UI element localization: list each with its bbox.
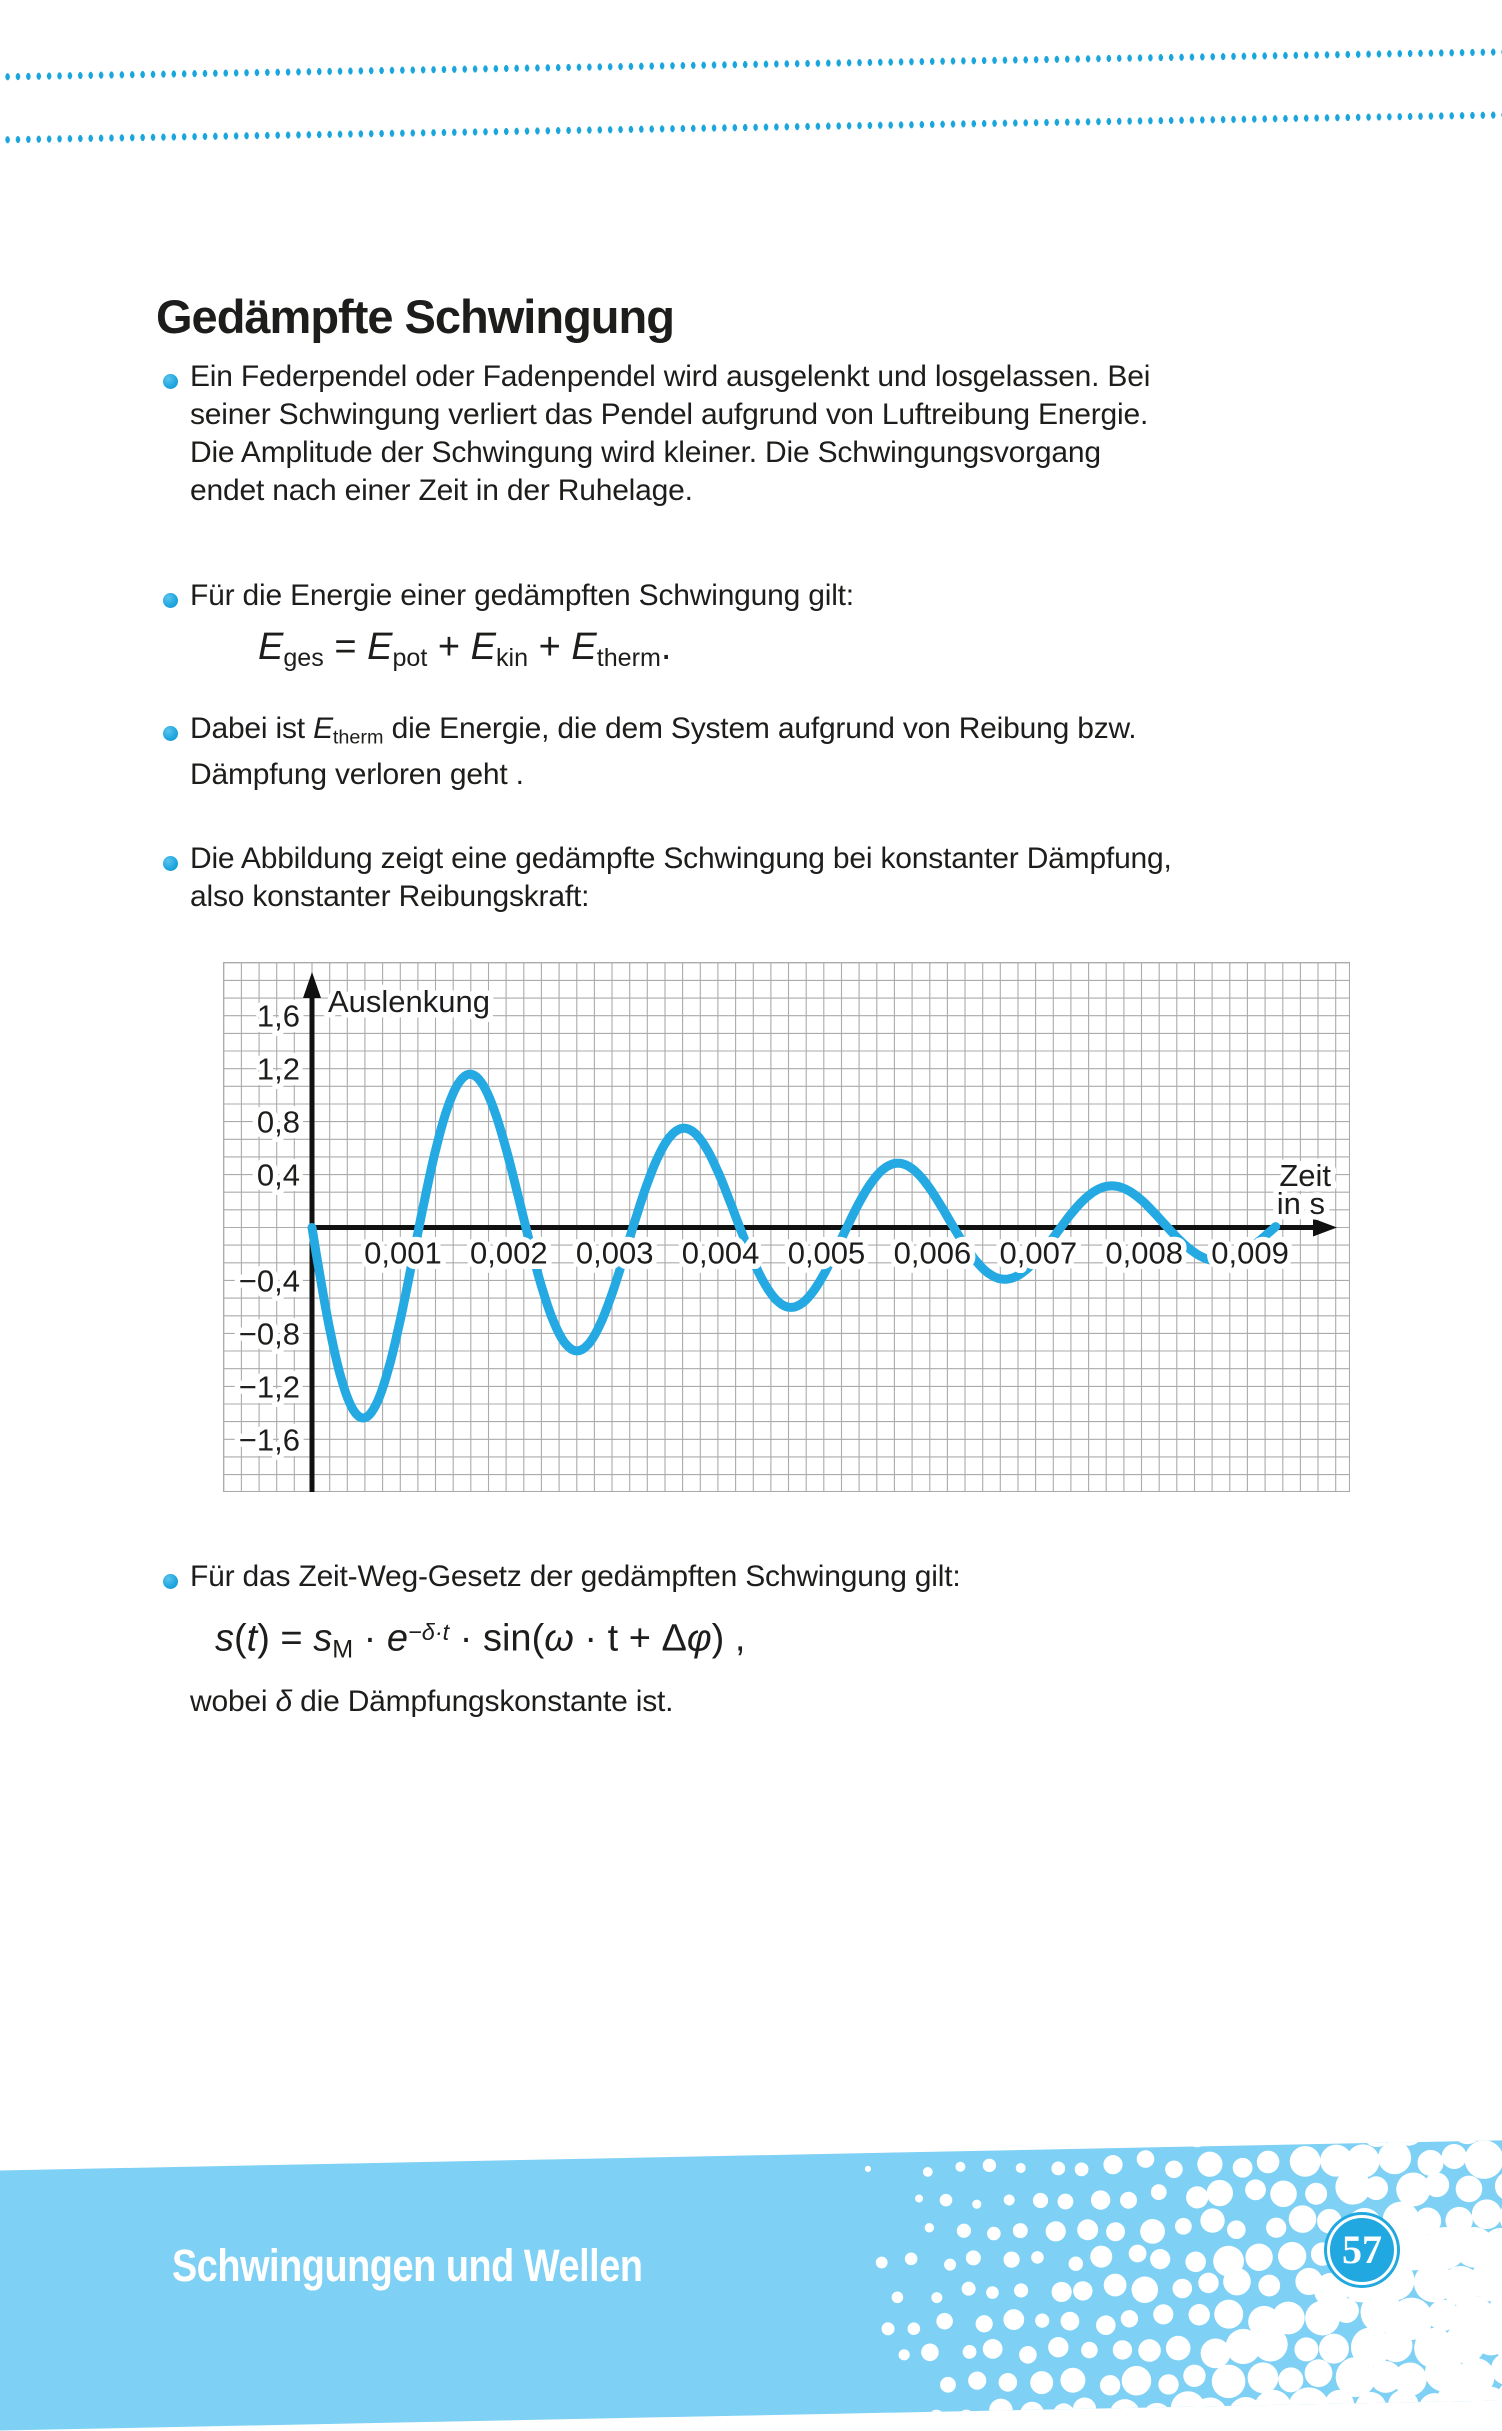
halftone-dot xyxy=(1109,2399,1140,2430)
halftone-dot xyxy=(1106,2222,1125,2241)
halftone-dot xyxy=(1172,2278,1192,2298)
y-tick-label: −1,6 xyxy=(239,1422,300,1457)
halftone-dot xyxy=(1121,2310,1139,2328)
x-tick-label: 0,004 xyxy=(682,1236,760,1271)
halftone-dot xyxy=(923,2167,933,2177)
halftone-dot xyxy=(1035,2313,1049,2327)
x-tick-label: 0,005 xyxy=(788,1236,866,1271)
halftone-dot xyxy=(940,2377,956,2393)
y-tick-label: 0,8 xyxy=(257,1105,300,1140)
halftone-dot xyxy=(1175,2218,1192,2235)
x-tick-label: 0,002 xyxy=(470,1236,548,1271)
text-line: also konstanter Reibungskraft: xyxy=(190,878,1430,916)
halftone-dot xyxy=(1166,2336,1191,2361)
damped-oscillation-chart xyxy=(223,962,1350,1492)
page-number: 57 xyxy=(1324,2212,1400,2288)
halftone-dot xyxy=(1081,2342,1098,2359)
halftone-dot xyxy=(1075,2162,1089,2176)
formula-line: s(t) = sM · $e^{-\delta\cdot t} \cdot \sin(\omega \cdot t + \Delta\varphi)$ , xyxy=(215,1608,1430,1673)
y-tick-label: 0,4 xyxy=(257,1158,300,1193)
halftone-dot xyxy=(928,2410,945,2427)
halftone-dot xyxy=(1319,2333,1350,2364)
halftone-dot xyxy=(921,2343,939,2361)
halftone-dot xyxy=(1170,2391,1205,2426)
halftone-dot xyxy=(1335,2139,1361,2143)
text-line: Die Abbildung zeigt eine gedämpfte Schwingung bei konstanter Dämpfung, xyxy=(190,840,1430,878)
halftone-dot xyxy=(1051,2161,1065,2175)
halftone-dot xyxy=(1060,2367,1085,2392)
halftone-dot xyxy=(1214,2299,1244,2329)
halftone-dot xyxy=(1019,2346,1037,2364)
x-axis-title-line1: Zeit xyxy=(1279,1158,1331,1193)
halftone-dot xyxy=(1245,2243,1273,2271)
halftone-dot xyxy=(1206,2180,1233,2207)
halftone-dot xyxy=(876,2257,888,2269)
y-tick-label: 1,2 xyxy=(257,1052,300,1087)
halftone-dot xyxy=(936,2313,953,2330)
halftone-dot xyxy=(1033,2139,1047,2147)
halftone-dot xyxy=(1100,2375,1121,2396)
halftone-dot xyxy=(975,2315,993,2333)
halftone-dot xyxy=(1016,2163,1026,2173)
halftone-dot xyxy=(931,2292,942,2303)
halftone-dot xyxy=(1258,2274,1280,2296)
halftone-dot xyxy=(1378,2141,1412,2175)
halftone-dot xyxy=(1003,2309,1024,2330)
halftone-dot xyxy=(897,2414,914,2431)
halftone-dot xyxy=(1186,2139,1209,2147)
footer-section-title: Schwingungen und Wellen xyxy=(172,2240,643,2292)
halftone-dot xyxy=(1013,2223,1028,2238)
halftone-dot xyxy=(1294,2337,1318,2361)
halftone-dot xyxy=(1048,2337,1069,2358)
halftone-dot xyxy=(1147,2139,1167,2146)
x-axis-arrow xyxy=(1313,1219,1337,1237)
halftone-dot xyxy=(937,2140,944,2147)
paragraph xyxy=(190,840,1430,916)
formula-line: Eges = Epot + Ekin + Etherm. xyxy=(258,623,1430,682)
halftone-dot xyxy=(1197,2151,1223,2177)
halftone-dot xyxy=(958,2410,974,2426)
halftone-dot xyxy=(1103,2273,1126,2296)
halftone-dot xyxy=(898,2349,909,2360)
halftone-dot xyxy=(1113,2340,1133,2360)
halftone-dot xyxy=(987,2227,1001,2241)
paragraph xyxy=(190,710,1430,794)
page-title: Gedämpfte Schwingung xyxy=(156,289,674,345)
halftone-dot xyxy=(1183,2364,1206,2387)
page-number-badge xyxy=(1324,2212,1400,2288)
halftone-dot xyxy=(1153,2304,1174,2325)
halftone-dot xyxy=(986,2286,999,2299)
halftone-dot xyxy=(998,2373,1017,2392)
halftone-dot xyxy=(1120,2192,1137,2209)
halftone-dot xyxy=(1051,2282,1072,2303)
halftone-dot xyxy=(962,2282,976,2296)
text-line: Für das Zeit-Weg-Gesetz der gedämpften Schwingung gilt: xyxy=(190,1558,1430,1596)
dotted-rule-top-2 xyxy=(0,110,1502,145)
halftone-dot xyxy=(972,2200,981,2209)
halftone-dot xyxy=(962,2345,976,2359)
halftone-dot xyxy=(1057,2193,1073,2209)
halftone-dot xyxy=(1121,2366,1151,2396)
text-line: Ein Federpendel oder Fadenpendel wird ausgelenkt und losgelassen. Bei xyxy=(190,358,1430,396)
halftone-dot xyxy=(1200,2208,1225,2233)
bullet-icon xyxy=(163,374,178,389)
halftone-dot xyxy=(1426,2139,1453,2142)
halftone-dot xyxy=(1045,2221,1066,2242)
halftone-dot xyxy=(1198,2272,1219,2293)
halftone-dot xyxy=(1129,2244,1147,2262)
halftone-dot xyxy=(1254,2389,1293,2428)
halftone-dot xyxy=(1227,2220,1246,2239)
halftone-dot xyxy=(1188,2304,1210,2326)
halftone-dot xyxy=(1150,2249,1171,2270)
halftone-dot xyxy=(957,2224,971,2238)
halftone-dot xyxy=(1031,2251,1044,2264)
halftone-dot xyxy=(1158,2374,1179,2395)
y-axis-title: Auslenkung xyxy=(328,984,490,1019)
paragraph xyxy=(190,358,1430,510)
halftone-dot xyxy=(1270,2180,1297,2207)
halftone-dot xyxy=(1185,2251,1206,2272)
text-line: Dämpfung verloren geht . xyxy=(190,756,1430,794)
halftone-dot xyxy=(1495,2171,1502,2201)
halftone-dot xyxy=(1464,2140,1502,2180)
halftone-dot xyxy=(1289,2146,1320,2177)
halftone-dot xyxy=(1257,2150,1280,2173)
paragraph xyxy=(190,1558,1430,1721)
halftone-dot xyxy=(1068,2256,1083,2271)
halftone-dot xyxy=(892,2291,904,2303)
bullet-icon xyxy=(163,1574,178,1589)
text-line: endet nach einer Zeit in der Ruhelage. xyxy=(190,472,1430,510)
y-tick-label: −0,8 xyxy=(239,1316,300,1351)
y-tick-label: −1,2 xyxy=(239,1369,300,1404)
halftone-dot xyxy=(1305,2183,1327,2205)
halftone-dot xyxy=(940,2194,953,2207)
halftone-dot xyxy=(925,2223,935,2233)
halftone-dot xyxy=(983,2159,997,2173)
halftone-dot xyxy=(1288,2387,1330,2429)
halftone-dot xyxy=(1310,2139,1332,2141)
halftone-dot xyxy=(1441,2144,1466,2169)
halftone-dot xyxy=(1020,2401,1044,2425)
halftone-dot xyxy=(1103,2155,1123,2175)
halftone-dot xyxy=(1151,2184,1167,2200)
text-line: wobei δ die Dämpfungskonstante ist. xyxy=(190,1683,1430,1721)
halftone-dot xyxy=(1053,2403,1075,2425)
y-tick-label: 1,6 xyxy=(257,999,300,1034)
halftone-dot xyxy=(1245,2179,1266,2200)
halftone-dot xyxy=(1004,2194,1015,2205)
halftone-dot xyxy=(1232,2158,1252,2178)
halftone-dot xyxy=(905,2252,918,2265)
halftone-dot xyxy=(1247,2362,1278,2393)
halftone-dot xyxy=(1142,2403,1171,2431)
halftone-dot xyxy=(915,2194,923,2202)
halftone-dot xyxy=(1137,2150,1155,2168)
halftone-dot xyxy=(1165,2160,1183,2178)
text-line: Die Amplitude der Schwingung wird kleiner. Die Schwingungsvorgang xyxy=(190,434,1430,472)
halftone-dot xyxy=(1471,2199,1501,2229)
halftone-dot xyxy=(1077,2219,1098,2240)
halftone-dot xyxy=(1140,2219,1165,2244)
halftone-dot xyxy=(955,2162,965,2172)
y-tick-label: −0,4 xyxy=(239,1263,300,1298)
text-line: Für die Energie einer gedämpften Schwingung gilt: xyxy=(190,577,1430,615)
halftone-dot xyxy=(1091,2190,1111,2210)
halftone-dot xyxy=(969,2139,977,2146)
halftone-dot xyxy=(989,2398,1013,2422)
halftone-dot xyxy=(865,2166,871,2172)
x-tick-label: 0,007 xyxy=(1000,1236,1078,1271)
x-axis-title-line2: in s xyxy=(1277,1186,1325,1221)
halftone-dot xyxy=(1033,2193,1049,2209)
halftone-dot xyxy=(1278,2242,1307,2271)
halftone-dot xyxy=(1211,2364,1245,2398)
halftone-dot xyxy=(1073,2397,1097,2421)
text-line: Dabei ist Etherm die Energie, die dem System aufgrund von Reibung bzw. xyxy=(190,710,1430,756)
halftone-dot xyxy=(1138,2339,1161,2362)
text-line: seiner Schwingung verliert das Pendel aufgrund von Luftreibung Energie. xyxy=(190,396,1430,434)
halftone-dot xyxy=(1266,2217,1287,2238)
x-tick-label: 0,006 xyxy=(894,1236,972,1271)
halftone-dot xyxy=(1091,2139,1109,2140)
halftone-dot xyxy=(1030,2371,1053,2394)
halftone-dot xyxy=(1186,2186,1209,2209)
halftone-dot xyxy=(1096,2315,1116,2335)
bullet-icon xyxy=(163,726,178,741)
halftone-dot xyxy=(968,2371,987,2390)
bullet-icon xyxy=(163,593,178,608)
halftone-dot xyxy=(1014,2283,1028,2297)
halftone-dot xyxy=(944,2259,956,2271)
halftone-dot xyxy=(1241,2139,1262,2143)
halftone-dot xyxy=(1090,2245,1112,2267)
halftone-dot xyxy=(881,2322,894,2335)
x-tick-label: 0,008 xyxy=(1105,1236,1183,1271)
halftone-dot xyxy=(1486,2139,1502,2140)
halftone-dot xyxy=(1073,2281,1093,2301)
y-axis-arrow xyxy=(303,972,321,998)
dotted-rule-top-1 xyxy=(0,47,1502,82)
halftone-dot xyxy=(1288,2205,1316,2233)
halftone-dot xyxy=(1060,2312,1079,2331)
halftone-dot xyxy=(1273,2139,1295,2144)
halftone-dot xyxy=(1131,2276,1158,2303)
halftone-dot xyxy=(1278,2367,1303,2392)
bullet-icon xyxy=(163,856,178,871)
x-tick-label: 0,009 xyxy=(1211,1236,1289,1271)
halftone-dot xyxy=(912,2139,920,2142)
halftone-dot xyxy=(966,2250,981,2265)
halftone-dot xyxy=(983,2339,1003,2359)
halftone-dot xyxy=(1304,2359,1332,2387)
paragraph xyxy=(190,577,1430,682)
halftone-dot xyxy=(1003,2251,1020,2268)
halftone-dot xyxy=(1417,2150,1444,2177)
halftone-dot xyxy=(1455,2175,1482,2202)
halftone-dot xyxy=(1396,2172,1431,2207)
halftone-dot xyxy=(1495,2377,1502,2425)
halftone-dot xyxy=(907,2322,920,2335)
halftone-dot xyxy=(1119,2139,1133,2144)
x-tick-label: 0,003 xyxy=(576,1236,654,1271)
x-tick-label: 0,001 xyxy=(364,1236,442,1271)
